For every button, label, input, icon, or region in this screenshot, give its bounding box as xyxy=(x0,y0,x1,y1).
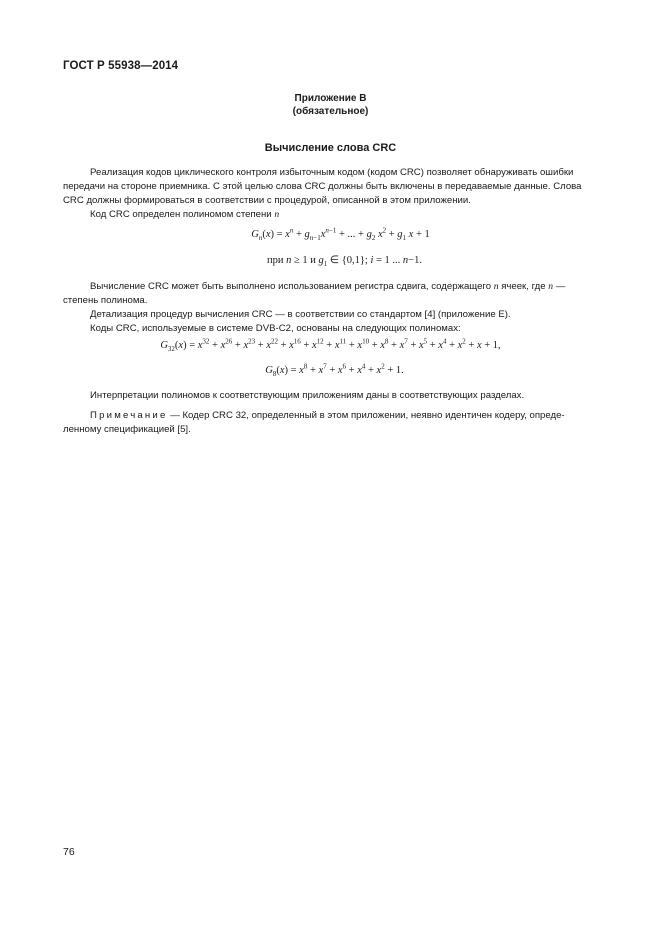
register-dash: — xyxy=(555,281,566,292)
register-text-b: ячеек, где xyxy=(501,281,546,292)
annex-status: (обязательное) xyxy=(292,106,369,117)
paragraph-intro xyxy=(63,166,599,222)
formula-g32-text: $G_{32}(x) = x^{32} + x^{26} + x^{23} + x^{22} + x^{16} + x^{12} + x^{11} + x^{10} + x^8 + x^7 + x^5 + x^4 + x^2 + x + 1$, xyxy=(160,337,501,354)
note xyxy=(63,409,599,437)
formula-g8 xyxy=(4,362,661,379)
note-text: Кодер CRC 32, определенный в этом приложении, неявно идентичен кодеру, опреде- xyxy=(182,410,565,421)
paragraph-line: Интерпретации полиномов к соответствующим приложениям даны в соответствующих разделах. xyxy=(90,390,525,401)
note-label: Примечание xyxy=(90,410,168,421)
formula-condition-text: при n ≥ 1 и $g_1$ ∈ {0,1}; i = 1 ... n−1. xyxy=(267,255,422,269)
paragraph-line: степень полинома. xyxy=(63,295,148,306)
note-line: ленному спецификацией [5]. xyxy=(63,424,191,435)
formula-g32 xyxy=(0,337,661,354)
paragraph-line xyxy=(63,280,599,294)
register-text-a: Вычисление CRC может быть выполнено использованием регистра сдвига, содержащего xyxy=(90,281,492,292)
register-variable: n xyxy=(548,281,554,292)
document-header: ГОСТ Р 55938—2014 xyxy=(63,60,179,72)
note-line xyxy=(63,409,599,423)
paragraph-line: Детализация процедур вычисления CRC — в соответствии со стандартом [4] (приложение Е). xyxy=(90,309,511,320)
paragraph-degree xyxy=(63,208,599,222)
formula-gn-text: $G_n(x) = x^n + g_{n-1}x^{n-1}$ + ... + $g_2$ $x^2 + g_1$ x + 1 xyxy=(251,226,430,243)
paragraph-interpretation xyxy=(63,389,599,403)
annex-title: Приложение В xyxy=(294,93,367,104)
formula-gn xyxy=(10,226,661,243)
register-variable: n xyxy=(493,281,499,292)
section-title: Вычисление слова CRC xyxy=(264,142,397,154)
paragraph-line: CRC должны формироваться в соответствии с процедурой, описанной в этом приложении. xyxy=(63,195,471,206)
paragraph-line: передачи на стороне приемника. С этой целью слова CRC должны быть включены в передаваемые данные. Слова xyxy=(63,181,582,192)
formula-g8-text: $G_8(x) = x^8 + x^7 + x^6 + x^4 + x^2 + 1$. xyxy=(265,362,404,379)
formula-gn-condition xyxy=(14,254,661,269)
degree-text: Код CRC определен полиномом степени xyxy=(90,209,272,220)
page-number: 76 xyxy=(63,846,75,858)
degree-variable: n xyxy=(274,209,280,220)
paragraph-line: Коды CRC, используемые в системе DVB-C2, основаны на следующих полиномах: xyxy=(90,323,461,334)
paragraph-line: Реализация кодов циклического контроля избыточным кодом (кодом CRC) позволяет обнаруживать ошибки xyxy=(90,167,574,178)
paragraph-register xyxy=(63,280,599,336)
note-dash: — xyxy=(170,410,180,421)
